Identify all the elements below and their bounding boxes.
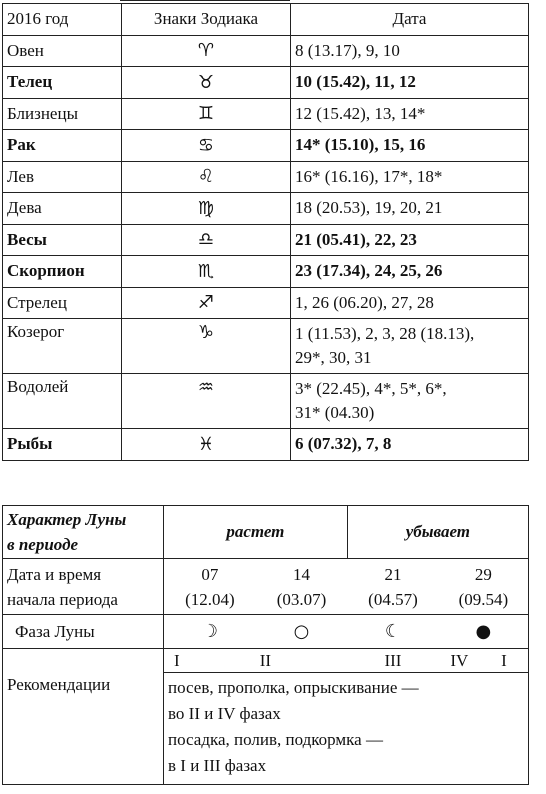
sign-dates: [291, 287, 529, 319]
date-line: 3* (22.45), 4*, 5*, 6*,: [295, 379, 447, 398]
recommendation-line-1: посев, прополка, опрыскивание —: [168, 678, 419, 697]
date-line: 1 (11.53), 2, 3, 28 (18.13),: [295, 324, 475, 343]
sign-dates: [291, 193, 529, 225]
new-moon-icon: ●: [439, 615, 529, 649]
numeral-2: II: [256, 649, 347, 673]
date-line: 8 (13.17), 9, 10: [295, 40, 400, 60]
zodiac-glyph-icon: ♓: [122, 429, 291, 461]
numeral-3: III: [347, 649, 438, 673]
zodiac-glyph-icon: ♍: [122, 193, 291, 225]
waning-label: убывает: [347, 506, 528, 559]
period-day: 14: [293, 564, 310, 584]
zodiac-row: [3, 256, 529, 288]
header-signs: Знаки Зодиака: [122, 4, 291, 36]
zodiac-glyph-icon: ♐: [122, 287, 291, 319]
sign-dates: [291, 319, 529, 374]
sign-name: Дева: [3, 193, 122, 225]
recommendation-line-3: посадка, полив, подкормка —: [168, 730, 383, 749]
sign-dates: [291, 161, 529, 193]
sign-dates: [291, 256, 529, 288]
period-label: [3, 559, 164, 615]
period-time: (12.04): [185, 589, 235, 609]
period-1: [164, 559, 256, 615]
period-row: [3, 559, 529, 615]
recommendations-label: Рекомендации: [3, 673, 164, 785]
date-line: 23 (17.34), 24, 25, 26: [295, 261, 443, 281]
date-line: 21 (05.41), 22, 23: [295, 229, 417, 249]
sign-dates: [291, 98, 529, 130]
sign-dates: [291, 374, 529, 429]
period-4: [439, 559, 529, 615]
character-label-line-1: Характер Луны: [7, 510, 127, 529]
period-day: 07: [201, 564, 219, 584]
zodiac-row: [3, 130, 529, 162]
zodiac-glyph-icon: ♌: [122, 161, 291, 193]
zodiac-glyph-icon: ♏: [122, 256, 291, 288]
date-line: 10 (15.42), 11, 12: [295, 72, 416, 92]
zodiac-row: [3, 224, 529, 256]
zodiac-row: [3, 429, 529, 461]
period-time: (03.07): [276, 589, 327, 609]
zodiac-glyph-icon: ♋: [122, 130, 291, 162]
date-line: 12 (15.42), 13, 14*: [295, 103, 426, 123]
period-day: 29: [474, 564, 492, 584]
sign-name: Овен: [3, 35, 122, 67]
sign-name: Стрелец: [3, 287, 122, 319]
date-line: 16* (16.16), 17*, 18*: [295, 166, 443, 186]
period-time: (04.57): [368, 589, 418, 609]
phase-label: Фаза Луны: [3, 615, 164, 649]
sign-dates: [291, 224, 529, 256]
character-label-line-2: в периоде: [7, 535, 79, 554]
period-label-line-1: Дата и время: [7, 564, 102, 584]
zodiac-header-row: [3, 4, 529, 36]
sign-dates: [291, 130, 529, 162]
date-line: 14* (15.10), 15, 16: [295, 135, 426, 155]
waxing-crescent-icon: ☽: [164, 615, 256, 649]
phase-row: [3, 615, 529, 649]
header-year: 2016 год: [3, 4, 122, 36]
numeral-1: I: [164, 649, 256, 673]
zodiac-row: [3, 374, 529, 429]
zodiac-glyph-icon: ♉: [122, 67, 291, 99]
numeral-5: I: [480, 649, 529, 673]
period-time: (09.54): [458, 589, 509, 609]
full-moon-icon: ○: [256, 615, 347, 649]
period-3: [347, 559, 438, 615]
recommendations-text: [164, 673, 529, 785]
date-line: 6 (07.32), 7, 8: [295, 434, 392, 454]
zodiac-glyph-icon: ♒: [122, 374, 291, 429]
numeral-4: IV: [439, 649, 480, 673]
sign-name: Близнецы: [3, 98, 122, 130]
sign-name: Скорпион: [3, 256, 122, 288]
sign-name: Козерог: [3, 319, 122, 374]
moon-character-row: [3, 506, 529, 559]
zodiac-row: [3, 319, 529, 374]
sign-dates: [291, 429, 529, 461]
zodiac-glyph-icon: ♑: [122, 319, 291, 374]
date-line: 29*, 30, 31: [295, 348, 372, 367]
sign-name: Весы: [3, 224, 122, 256]
header-dates: Дата: [291, 4, 529, 36]
sign-name: Телец: [3, 67, 122, 99]
sign-name: Рыбы: [3, 429, 122, 461]
numerals-row: [3, 649, 529, 673]
date-line: 18 (20.53), 19, 20, 21: [295, 198, 443, 218]
sign-name: Рак: [3, 130, 122, 162]
sign-name: Водолей: [3, 374, 122, 429]
recommendation-line-4: в I и III фазах: [168, 756, 267, 775]
zodiac-row: [3, 161, 529, 193]
sign-name: Лев: [3, 161, 122, 193]
recommendations-row: [3, 673, 529, 785]
zodiac-table: [2, 3, 529, 461]
zodiac-row: [3, 35, 529, 67]
sign-dates: [291, 67, 529, 99]
zodiac-glyph-icon: ♈: [122, 35, 291, 67]
waning-crescent-icon: ☾: [347, 615, 438, 649]
moon-table: [2, 505, 529, 785]
character-label: [3, 506, 164, 559]
period-label-line-2: начала периода: [7, 589, 118, 609]
recommendation-line-2: во II и IV фазах: [168, 704, 281, 723]
period-day: 21: [384, 564, 402, 584]
growing-label: растет: [164, 506, 348, 559]
zodiac-row: [3, 287, 529, 319]
zodiac-row: [3, 98, 529, 130]
zodiac-row: [3, 67, 529, 99]
zodiac-glyph-icon: ♎: [122, 224, 291, 256]
sign-dates: [291, 35, 529, 67]
zodiac-glyph-icon: ♊: [122, 98, 291, 130]
zodiac-row: [3, 193, 529, 225]
date-line: 1, 26 (06.20), 27, 28: [295, 292, 434, 312]
period-2: [256, 559, 347, 615]
date-line: 31* (04.30): [295, 403, 375, 422]
